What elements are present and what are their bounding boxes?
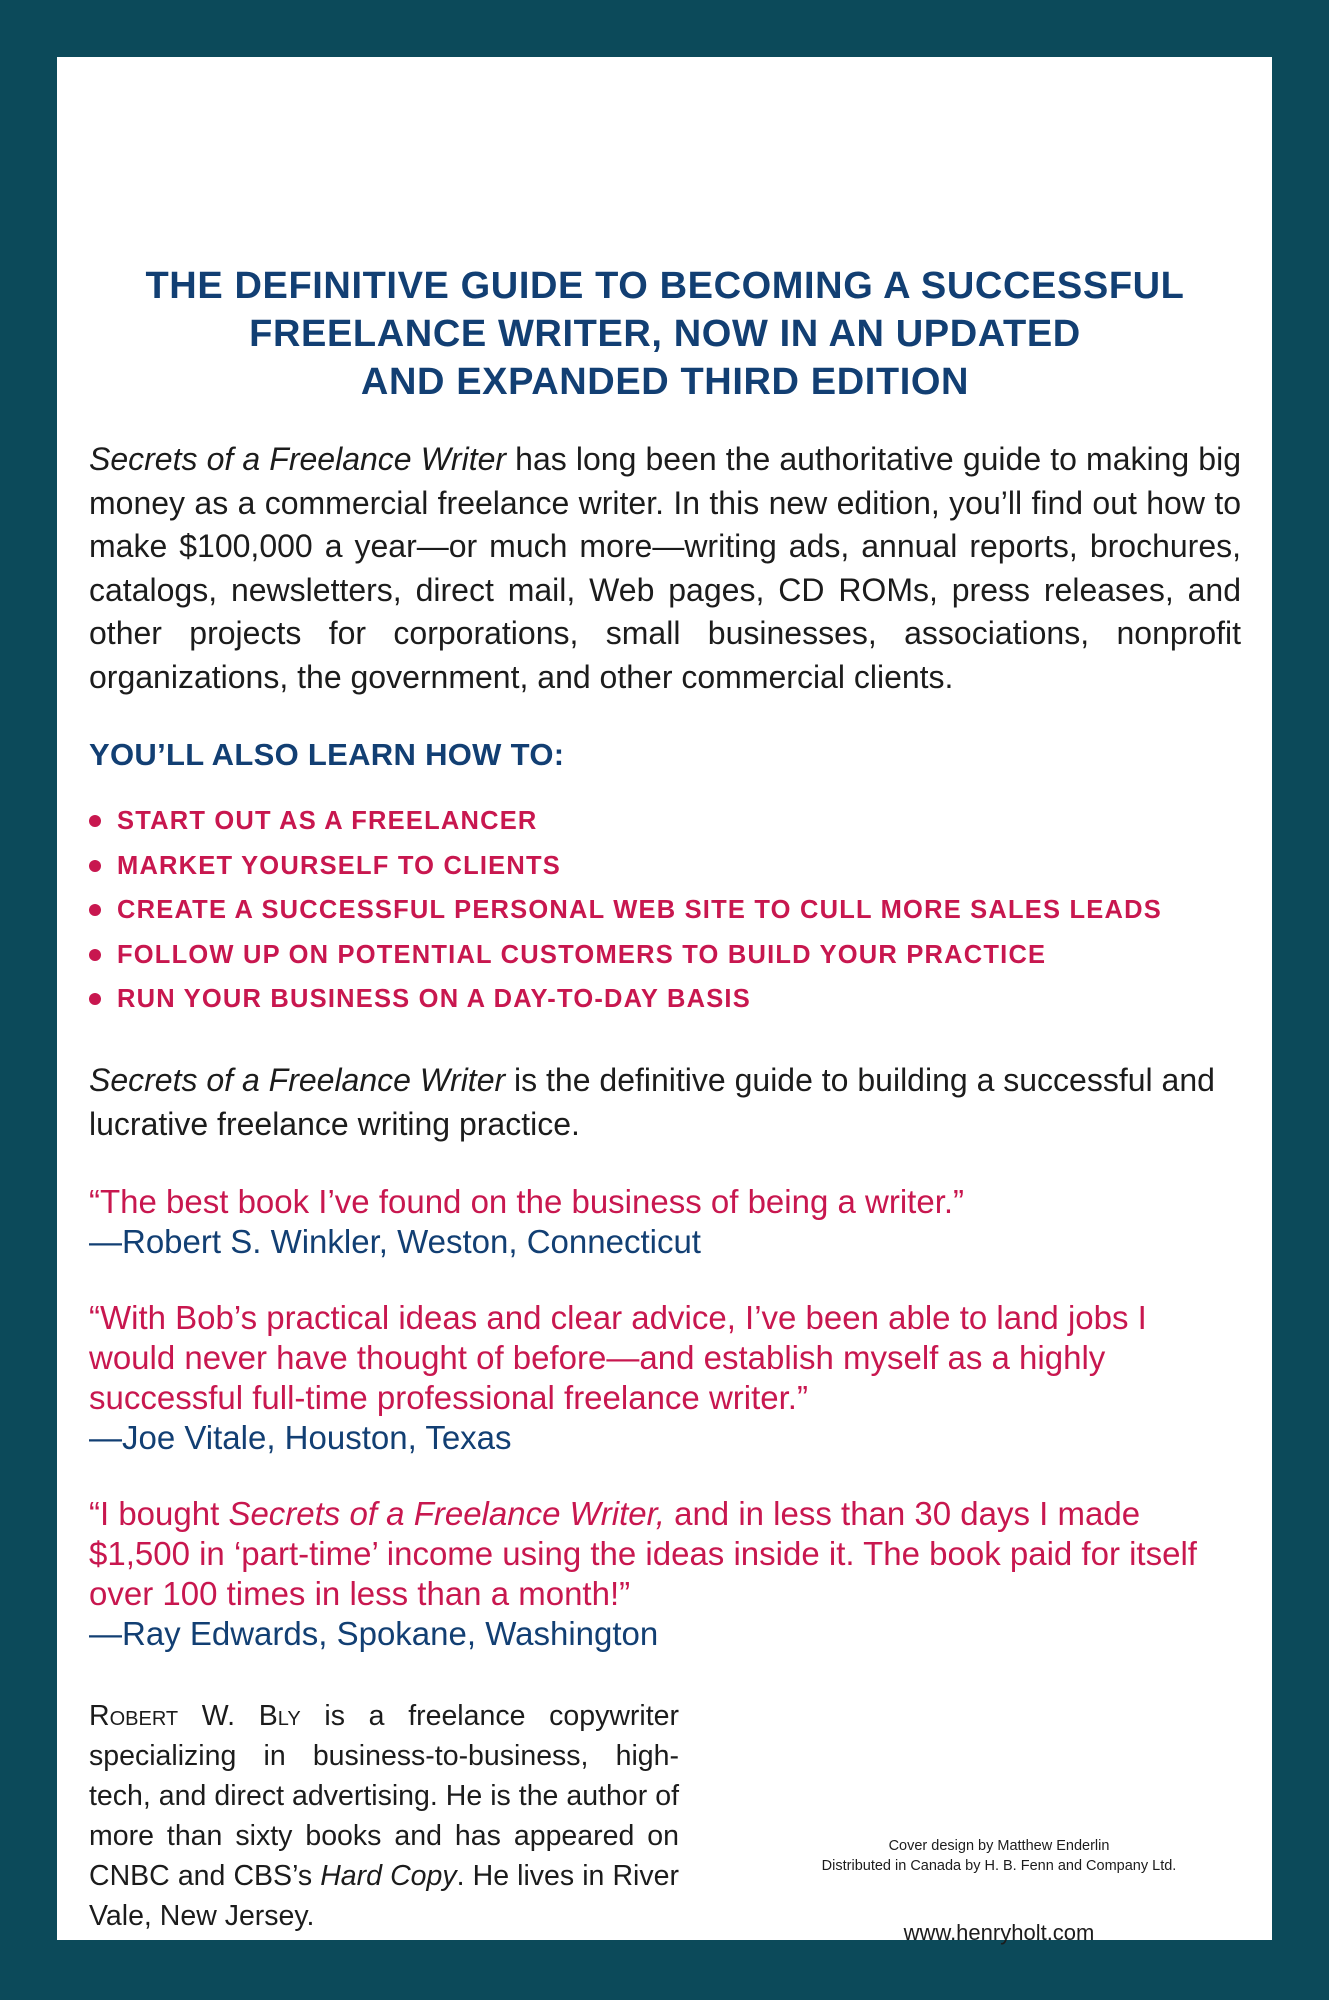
testimonial-text: “The best book I’ve found on the business of being a writer.” [89, 1182, 965, 1220]
learn-heading: YOU’LL ALSO LEARN HOW TO: [89, 737, 565, 772]
back-cover-page [57, 57, 1272, 1945]
learn-item [89, 799, 1241, 844]
summary-book-title: Secrets of a Freelance Writer [89, 1061, 506, 1098]
bio-text-before: is a freelance copywriter specializing in business-to-business, high-tech, and direct advertising. He is the author of more than sixty books and has appeared on CNBC and CBS’s [89, 1699, 679, 1892]
bullet-icon [89, 949, 101, 961]
testimonial-2 [89, 1298, 1241, 1458]
learn-list [89, 799, 1241, 1022]
testimonial-3 [89, 1494, 1241, 1654]
testimonial-text-after: and in less than 30 days I made $1,500 in ‘part-time’ income using the ideas inside it. The book paid for itself over 100 times in less than a month!” [89, 1494, 1197, 1612]
credits [749, 1836, 1249, 1876]
learn-item-text: START OUT AS A FREELANCER [117, 807, 538, 835]
bio-text-after: . He lives in River Vale, New Jersey. [89, 1859, 679, 1932]
testimonial-text [89, 1494, 1241, 1614]
learn-item [89, 933, 1241, 978]
headline [89, 262, 1241, 406]
learn-item [89, 977, 1241, 1022]
testimonial-book-title: Secrets of a Freelance Writer, [228, 1494, 665, 1532]
content-area [89, 207, 1241, 1956]
testimonial-text: “With Bob’s practical ideas and clear advice, I’ve been able to land jobs I would never have thought of before—and establish myself as a highly successful full-time professional freelance writer.” [89, 1298, 1147, 1416]
headline-line-2: FREELANCE WRITER, NOW IN AN UPDATED [249, 313, 1081, 355]
publisher-website: www.henryholt.com [903, 1919, 1095, 1945]
bullet-icon [89, 904, 101, 916]
bullet-icon [89, 993, 101, 1005]
summary-paragraph [89, 1058, 1241, 1146]
cover-design-credit: Cover design by Matthew Enderlin [888, 1837, 1110, 1854]
learn-item [89, 888, 1241, 933]
learn-item-text: MARKET YOURSELF TO CLIENTS [117, 851, 561, 880]
learn-item-text: CREATE A SUCCESSFUL PERSONAL WEB SITE TO CULL MORE SALES LEADS [117, 896, 1162, 924]
author-name: Robert W. Bly [89, 1699, 301, 1732]
headline-line-1: THE DEFINITIVE GUIDE TO BECOMING A SUCCESSFUL [145, 265, 1185, 307]
testimonial-text-before: “I bought [89, 1494, 229, 1532]
author-bio [89, 1696, 679, 1936]
bottom-section [89, 1696, 1241, 1956]
headline-line-3: AND EXPANDED THIRD EDITION [360, 361, 970, 403]
bio-show-title: Hard Copy [320, 1859, 457, 1892]
summary-text: is the definitive guide to building a successful and lucrative freelance writing practice. [89, 1061, 1215, 1142]
testimonial-1 [89, 1182, 1241, 1262]
intro-text: has long been the authoritative guide to making big money as a commercial freelance writer. In this new edition, you’ll find out how to make $100,000 a year—or much more—writing ads, annual reports, brochures, catalogs, newsletters, direct mail, Web pages, CD ROMs, press releases, and other projects for corporations, small businesses, associations, nonprofit organizations, the government, and other commercial clients. [89, 441, 1242, 695]
distribution-credit: Distributed in Canada by H. B. Fenn and Company Ltd. [821, 1857, 1177, 1874]
testimonial-attribution: —Joe Vitale, Houston, Texas [89, 1418, 512, 1456]
learn-item [89, 844, 1241, 889]
testimonial-attribution: —Ray Edwards, Spokane, Washington [89, 1614, 659, 1652]
testimonial-attribution: —Robert S. Winkler, Weston, Connecticut [89, 1222, 701, 1260]
intro-paragraph [89, 438, 1241, 699]
bullet-icon [89, 860, 101, 872]
learn-item-text: FOLLOW UP ON POTENTIAL CUSTOMERS TO BUILD YOUR PRACTICE [117, 940, 1047, 969]
bullet-icon [89, 815, 101, 827]
learn-item-text: RUN YOUR BUSINESS ON A DAY-TO-DAY BASIS [117, 985, 751, 1013]
intro-book-title: Secrets of a Freelance Writer [89, 441, 507, 477]
